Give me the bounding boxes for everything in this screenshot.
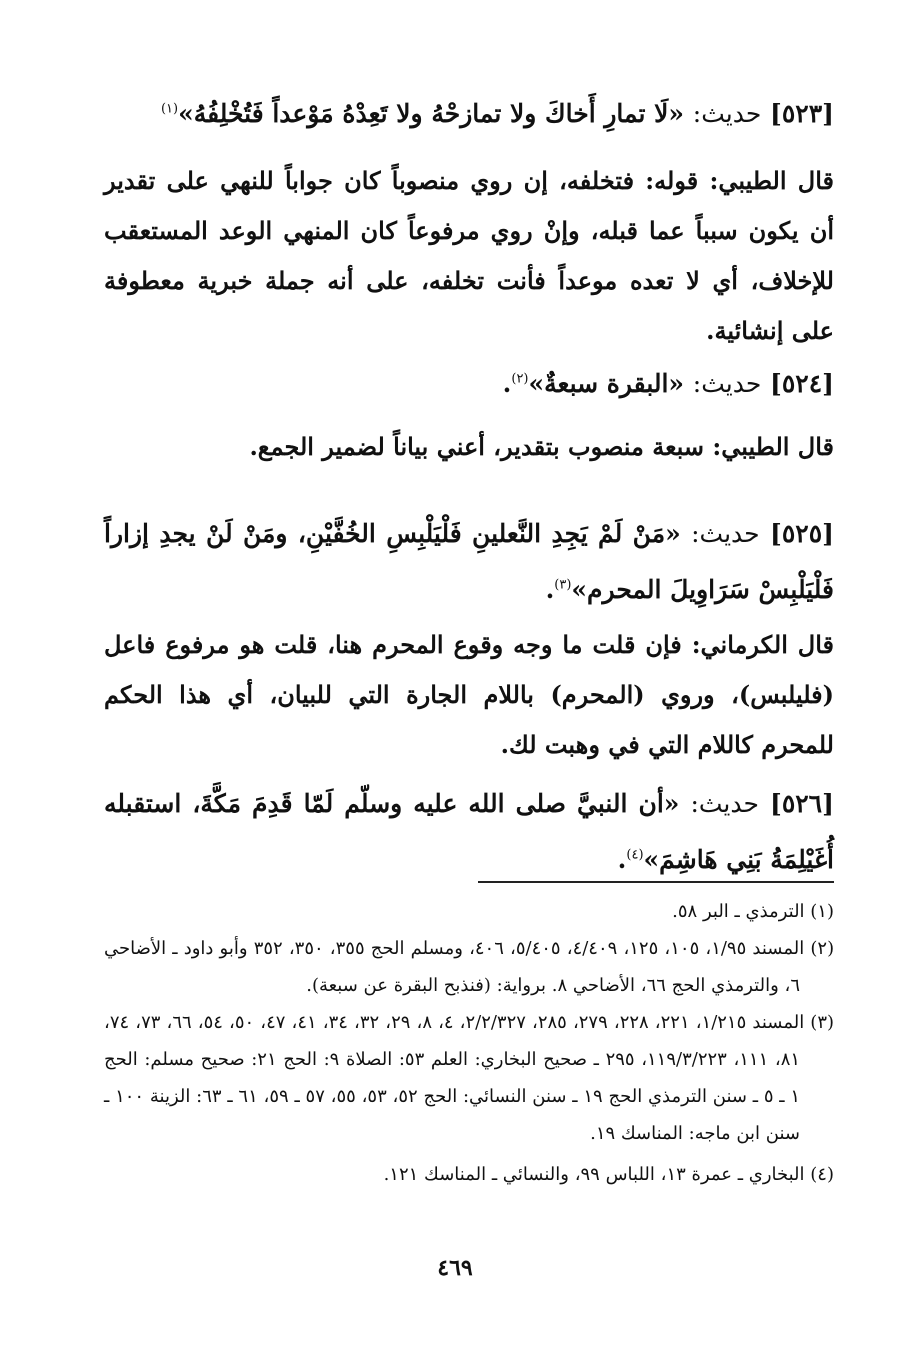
footnote-4: (٤) البخاري ـ عمرة ١٣، اللباس ٩٩، والنسائي ـ المناسك ١٢١. bbox=[383, 1164, 834, 1185]
hadith-525 bbox=[104, 506, 834, 618]
hadith-number: [٥٢٥] bbox=[770, 519, 834, 548]
hadith-tail: . bbox=[617, 845, 627, 874]
footnote-separator bbox=[478, 881, 834, 883]
comment-523 bbox=[104, 156, 834, 356]
hadith-number: [٥٢٤] bbox=[770, 369, 834, 398]
comment-text: سبعة منصوب بتقدير، أعني بياناً لضمير الجمع. bbox=[249, 432, 705, 461]
comment-524 bbox=[104, 422, 834, 472]
footnote-1: (١) الترمذي ـ البر ٥٨. bbox=[672, 901, 834, 922]
footnote-3: (٣) المسند ١/٢١٥، ٢٢١، ٢٢٨، ٢٧٩، ٢٨٥، ٢/٢/٣٢٧، ٤، ٨، ٢٩، ٣٢، ٣٤، ٤١، ٤٧، ٥٠، ٥٤، ٦٦، ٧٣، ٧٤، ٨١، ١١١، ١١٩/٣/٢٢٣، ٢٩٥ ـ صحيح البخاري: العلم ٥٣: الصلاة ٩: الحج ٢١: صحيح مسلم: الحج ١ ـ ٥ ـ سنن الترمذي الحج ١٩ ـ سنن النسائي: الحج ٥٢، ٥٣، ٥٥، ٥٧ ـ ٥٩، ٦١ ـ ٦٣: الزينة ١٠٠ ـ سنن ابن ماجه: المناسك ١٩. bbox=[104, 1012, 835, 1144]
footnote-ref: (١) bbox=[160, 101, 179, 117]
page-number: ٤٦٩ bbox=[437, 1255, 473, 1281]
hadith-524 bbox=[104, 356, 834, 412]
commentator-name: قال الكرماني: bbox=[691, 630, 835, 659]
hadith-text: «البقرة سبعةٌ» bbox=[528, 369, 685, 398]
hadith-523 bbox=[104, 86, 834, 142]
hadith-label: حديث: bbox=[691, 519, 760, 548]
footnote-ref: (٣) bbox=[554, 577, 572, 593]
footnote-2: (٢) المسند ١/٩٥، ١٠٥، ١٢٥، ٤/٤٠٩، ٥/٤٠٥، ٤٠٦، ومسلم الحج ٣٥٥، ٣٥٠، ٣٥٢ وأبو داود ـ الأضاحي ٦، والترمذي الحج ٦٦، الأضاحي ٨. برواية: (فنذبح البقرة عن سبعة). bbox=[104, 938, 835, 996]
footnotes bbox=[104, 893, 834, 1193]
hadith-number: [٥٢٣] bbox=[770, 99, 834, 128]
hadith-tail: . bbox=[545, 575, 555, 604]
hadith-label: حديث: bbox=[692, 369, 762, 398]
commentator-name: قال الطيبي: bbox=[712, 432, 834, 461]
hadith-number: [٥٢٦] bbox=[769, 789, 834, 818]
comment-text: قوله: فتخلفه، إن روي منصوباً كان جواباً للنهي على تقدير أن يكون سبباً عما قبله، وإنْ روي مرفوعاً كان المنهي الوعد المستعقب للإخلاف، أي لا تعده موعداً فأنت تخلفه، على أنه جملة خبرية معطوفة على إنشائية. bbox=[104, 166, 834, 345]
commentator-name: قال الطيبي: bbox=[709, 166, 835, 195]
comment-525 bbox=[104, 620, 834, 770]
hadith-label: حديث: bbox=[692, 99, 762, 128]
comment-text: فإن قلت ما وجه وقوع المحرم هنا، قلت هو مرفوع فاعل (فليلبس)، وروي (المحرم) باللام الجارة التي للبيان، أي هذا الحكم للمحرم كاللام التي في وهبت لك. bbox=[104, 630, 834, 759]
hadith-label: حديث: bbox=[690, 789, 759, 818]
hadith-text: «أن النبيَّ صلى الله عليه وسلّم لَمّا قَدِمَ مَكَّةَ، استقبله أُغَيْلِمَةُ بَنِي هَاشِمَ» bbox=[104, 789, 834, 874]
hadith-text: «مَنْ لَمْ يَجِدِ النَّعلينِ فَلْيَلْبِسِ الخُفَّيْنِ، ومَنْ لَنْ يجدِ إزاراً فَلْيَلْبِسْ سَرَاوِيلَ المحرم» bbox=[104, 519, 834, 604]
hadith-526 bbox=[104, 776, 834, 888]
footnote-ref: (٤) bbox=[626, 847, 644, 863]
hadith-tail: . bbox=[502, 369, 512, 398]
footnote-ref: (٢) bbox=[511, 371, 529, 387]
hadith-text: «لَا تمارِ أَخاكَ ولا تمازحْهُ ولا تَعِدْهُ مَوْعداً فَتُخْلِفُهُ» bbox=[178, 99, 685, 128]
